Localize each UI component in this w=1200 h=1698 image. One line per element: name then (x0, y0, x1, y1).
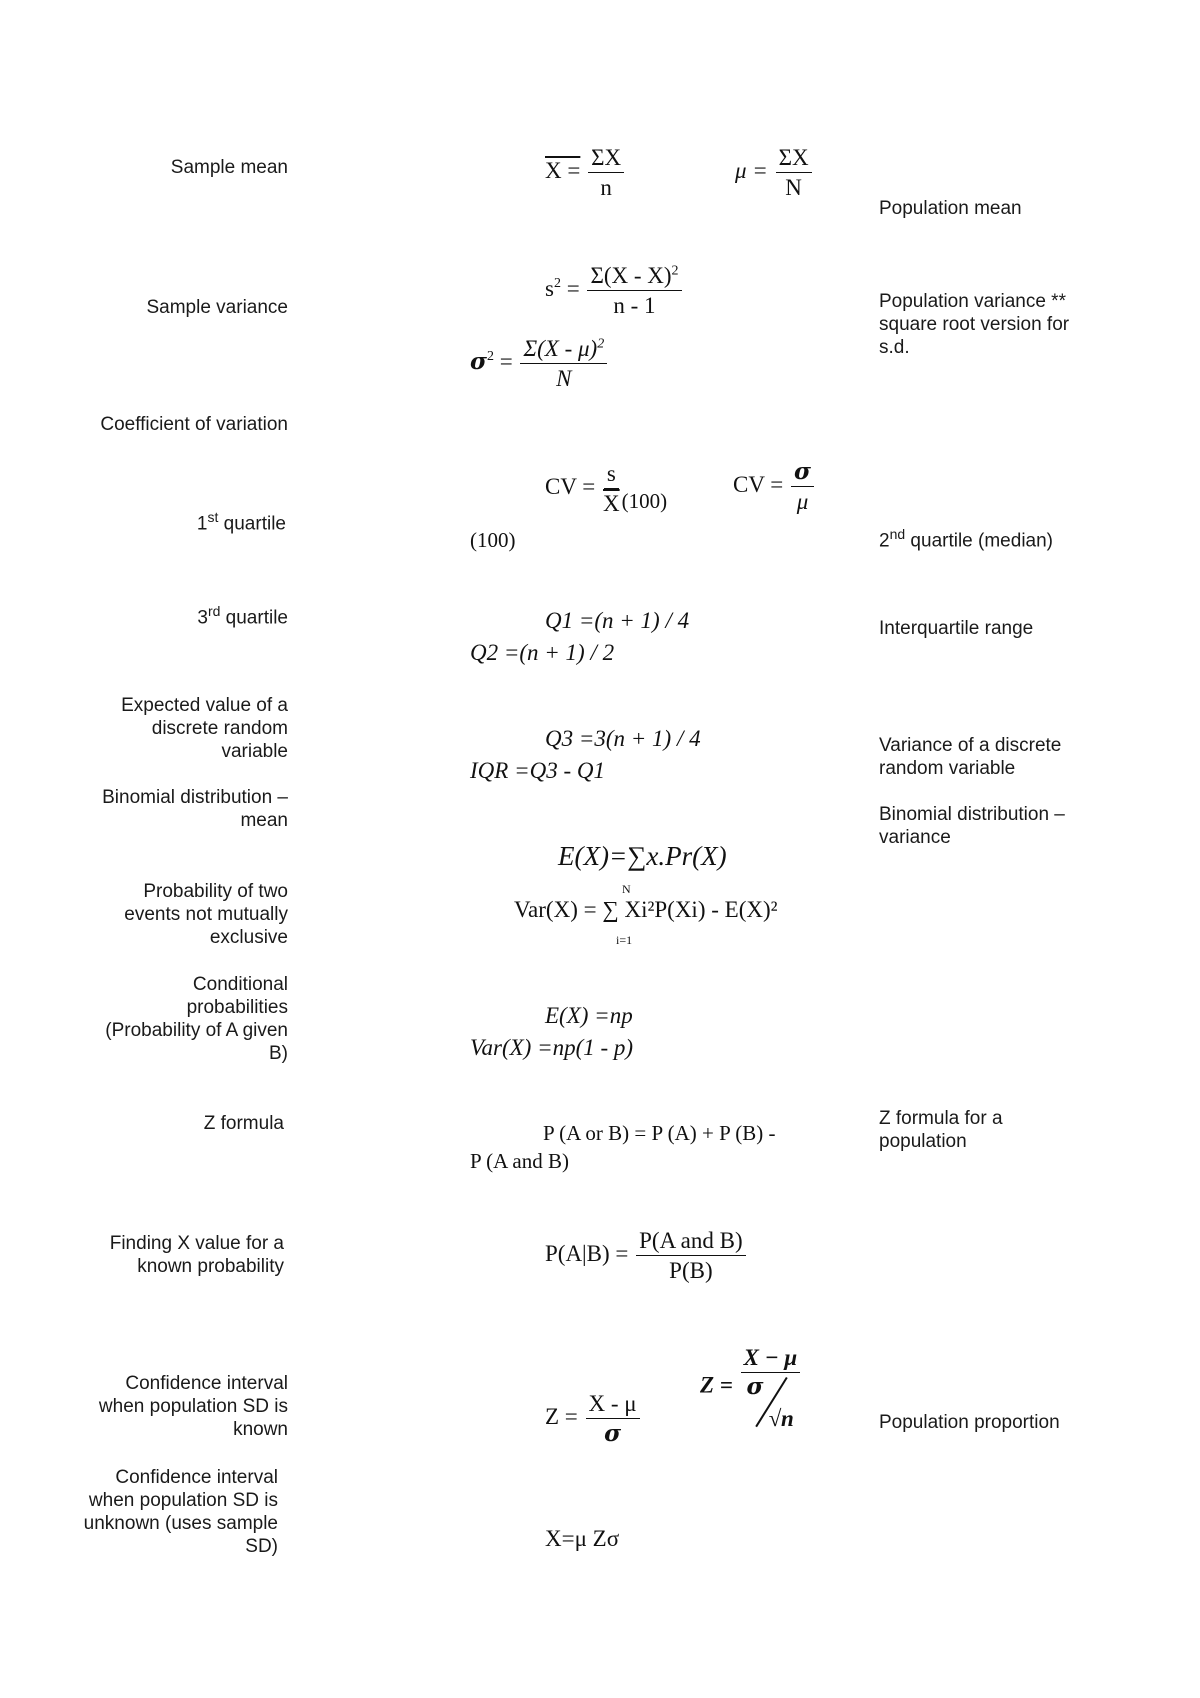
formula-cv-population-tail: (100) (470, 528, 516, 552)
label-z-population: Z formula for a population (879, 1108, 1003, 1152)
formula-z-population: Z = X − μ σ √n (700, 1346, 802, 1428)
formula-variance-discrete: Var(X) = ∑ Xi²P(Xi) - E(X)² (514, 897, 778, 922)
formula-conditional-probability: P(A|B) = $\frac{\text{P(A and B)}}{P(B)}$ (545, 1229, 748, 1282)
label-probability-two-events: Probability of two events not mutually exclusive (124, 881, 288, 948)
label-population-mean: Population mean (879, 198, 1022, 219)
label-interquartile-range: Interquartile range (879, 618, 1034, 639)
label-first-quartile: 1st quartile (196, 509, 286, 535)
formula-variance-sum-bottom: i=1 (616, 933, 633, 947)
formula-q1: Q1 =(n + 1) / 4 (545, 608, 690, 633)
formula-population-variance: $\sigma^2$ = $\frac{\Sigma(X - \mu)^2}{N}$ (470, 337, 609, 390)
formula-finding-x: X=μ Zσ (545, 1526, 620, 1551)
formula-q3: Q3 =3(n + 1) / 4 (545, 726, 701, 751)
label-binomial-mean: Binomial distribution – mean (102, 787, 288, 831)
label-sample-mean: Sample mean (170, 157, 288, 178)
formula-binomial-variance: Var(X) =np(1 - p) (470, 1035, 634, 1060)
label-ci-unknown: Confidence interval when population SD is unknown (uses sample SD) (83, 1467, 278, 1557)
label-variance-discrete: Variance of a discrete random variable (879, 735, 1062, 779)
formula-probability-or-line2: P (A and B) (470, 1149, 569, 1173)
label-second-quartile: 2nd quartile (median) (879, 526, 1053, 552)
label-binomial-variance: Binomial distribution – variance (879, 804, 1065, 848)
formula-binomial-mean: E(X) =np (545, 1003, 633, 1028)
label-coefficient-of-variation: Coefficient of variation (100, 414, 288, 435)
label-z-formula: Z formula (203, 1113, 284, 1134)
formula-sample-variance: $s^2$ = $\frac{\Sigma(X - X)^2}{n - 1}$ (545, 264, 684, 317)
formula-iqr: IQR =Q3 - Q1 (470, 758, 605, 783)
label-expected-value: Expected value of a discrete random variable (121, 695, 288, 762)
formula-cv-sample: CV = $\frac{s}{X}$ (100) (545, 461, 668, 516)
label-third-quartile: 3rd quartile (197, 603, 288, 629)
label-conditional-probabilities: Conditional probabilities (Probability of A given B) (105, 974, 288, 1064)
formula-sample-mean: X = $\frac{\Sigma X}{n}$ (545, 146, 626, 199)
formula-z: Z = $\frac{X - \mu}{\sigma}$ (545, 1392, 642, 1445)
formula-variance-sum-top: N (622, 882, 631, 896)
label-population-variance: Population variance ** square root version for s.d. (879, 291, 1070, 358)
label-sample-variance: Sample variance (146, 297, 288, 318)
formula-q2: Q2 =(n + 1) / 2 (470, 640, 615, 665)
formula-cv-population: CV = $\frac{\sigma}{\mu}$ (733, 460, 816, 513)
formula-probability-or-line1: P (A or B) = P (A) + P (B) - (543, 1121, 776, 1145)
formula-expected-value: E(X)=∑x.Pr(X) (558, 841, 727, 871)
label-finding-x: Finding X value for a known probability (109, 1233, 284, 1277)
label-ci-known: Confidence interval when population SD is known (98, 1373, 288, 1440)
formula-population-mean: μ = $\frac{\Sigma X}{N}$ (735, 146, 814, 199)
label-population-proportion: Population proportion (879, 1412, 1060, 1433)
